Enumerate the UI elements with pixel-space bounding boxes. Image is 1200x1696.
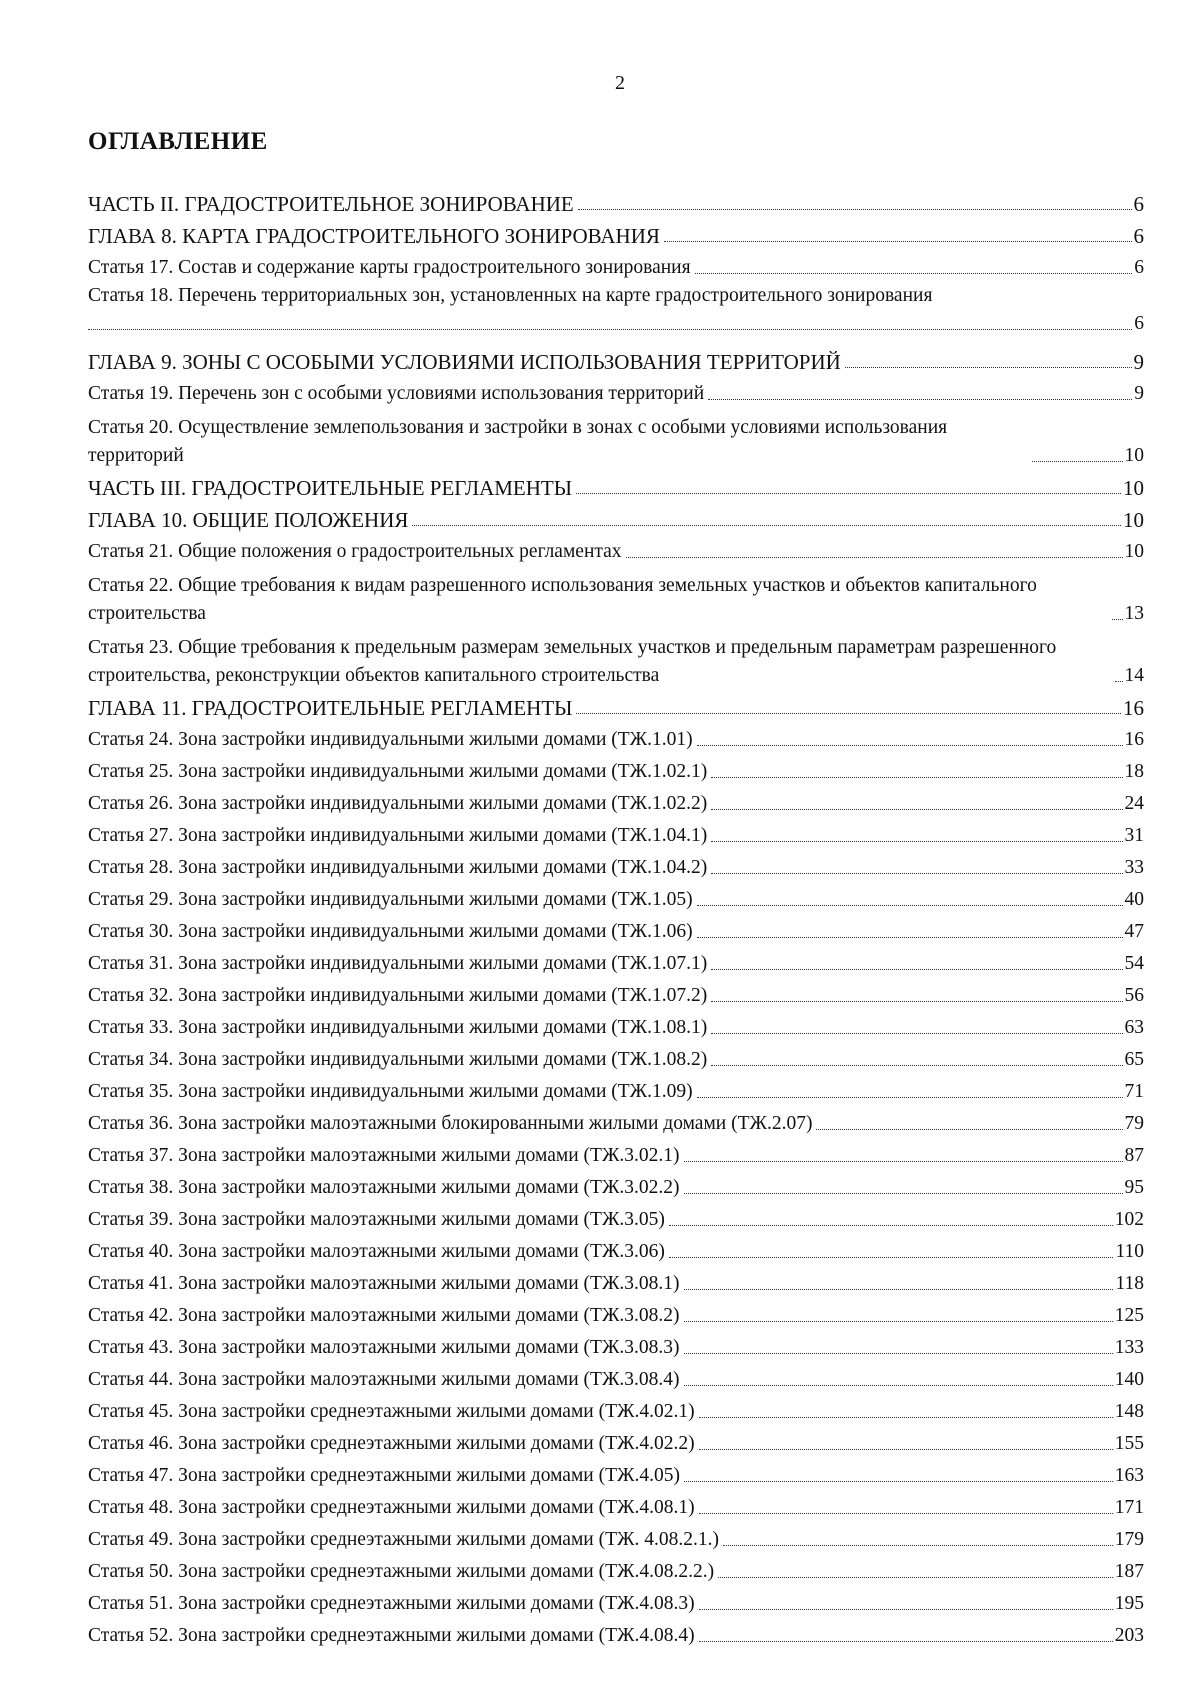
toc-entry-page: 163	[1114, 1465, 1144, 1486]
toc-entry-page: 18	[1124, 761, 1144, 782]
toc-entry[interactable]	[88, 470, 1144, 502]
toc-entry-page: 16	[1123, 696, 1144, 720]
toc-entry-page: 79	[1124, 1113, 1144, 1134]
toc-entry[interactable]	[88, 946, 1144, 978]
toc-entry-text: Статья 37. Зона застройки малоэтажными жилыми домами (ТЖ.3.02.1)	[88, 1145, 680, 1166]
toc-entry[interactable]	[88, 690, 1144, 722]
dot-leader	[711, 841, 1122, 842]
toc-entry-text: Статья 19. Перечень зон с особыми условиями использования территорий	[88, 383, 705, 404]
toc-entry-text: Статья 29. Зона застройки индивидуальными жилыми домами (ТЖ.1.05)	[88, 889, 693, 910]
dot-leader	[669, 1225, 1113, 1226]
toc-entry-text: Статья 35. Зона застройки индивидуальными жилыми домами (ТЖ.1.09)	[88, 1081, 693, 1102]
dot-leader	[684, 1321, 1113, 1322]
toc-entry[interactable]	[88, 534, 1144, 566]
toc-entry-text: Статья 23. Общие требования к предельным размерам земельных участков и предельным параметрам разрешенного строительства, реконструкции объектов капитального строительства	[88, 637, 1057, 686]
toc-entry-text: Статья 46. Зона застройки среднеэтажными жилыми домами (ТЖ.4.02.2)	[88, 1433, 695, 1454]
toc-entry-page: 13	[1124, 603, 1144, 624]
dot-leader	[699, 1449, 1113, 1450]
toc-entry-text: Статья 34. Зона застройки индивидуальными жилыми домами (ТЖ.1.08.2)	[88, 1049, 708, 1070]
toc-entry-text: Статья 20. Осуществление землепользования и застройки в зонах с особыми условиями использования территорий	[88, 417, 948, 466]
toc-entry-text: Статья 38. Зона застройки малоэтажными жилыми домами (ТЖ.3.02.2)	[88, 1177, 680, 1198]
toc-entry[interactable]	[88, 1330, 1144, 1362]
toc-entry-page: 187	[1114, 1561, 1144, 1582]
toc-entry-text: Статья 32. Зона застройки индивидуальными жилыми домами (ТЖ.1.07.2)	[88, 985, 708, 1006]
toc-entry-text: Статья 51. Зона застройки среднеэтажными жилыми домами (ТЖ.4.08.3)	[88, 1593, 695, 1614]
toc-entry[interactable]	[88, 1618, 1144, 1650]
toc-entry-page: 63	[1124, 1017, 1144, 1038]
toc-entry-text: Статья 42. Зона застройки малоэтажными жилыми домами (ТЖ.3.08.2)	[88, 1305, 680, 1326]
toc-title: ОГЛАВЛЕНИЕ	[88, 128, 268, 155]
dot-leader	[1032, 461, 1123, 462]
toc-entry[interactable]	[88, 786, 1144, 818]
toc-entry-page: 148	[1114, 1401, 1144, 1422]
dot-leader	[1112, 619, 1123, 620]
dot-leader	[816, 1129, 1122, 1130]
toc-entry[interactable]	[88, 1458, 1144, 1490]
toc-entry-page: 125	[1114, 1305, 1144, 1326]
toc-entry-page: 10	[1123, 476, 1144, 500]
toc-entry[interactable]	[88, 1394, 1144, 1426]
dot-leader	[626, 557, 1123, 558]
dot-leader	[699, 1417, 1113, 1418]
toc-entry-text: ГЛАВА 9. ЗОНЫ С ОСОБЫМИ УСЛОВИЯМИ ИСПОЛЬЗОВАНИЯ ТЕРРИТОРИЙ	[88, 350, 841, 374]
toc-entry-page: 155	[1114, 1433, 1144, 1454]
toc-entry[interactable]	[88, 1138, 1144, 1170]
dot-leader	[88, 329, 1132, 330]
dot-leader	[708, 399, 1132, 400]
toc-entry[interactable]	[88, 1074, 1144, 1106]
table-of-contents	[88, 186, 1144, 1650]
toc-entry-text: Статья 40. Зона застройки малоэтажными жилыми домами (ТЖ.3.06)	[88, 1241, 665, 1262]
toc-entry[interactable]	[88, 1554, 1144, 1586]
toc-entry-text: Статья 24. Зона застройки индивидуальными жилыми домами (ТЖ.1.01)	[88, 729, 693, 750]
toc-entry[interactable]	[88, 754, 1144, 786]
toc-entry-page: 171	[1114, 1497, 1144, 1518]
toc-entry-page: 56	[1124, 985, 1144, 1006]
toc-entry-page: 47	[1124, 921, 1144, 942]
dot-leader	[723, 1545, 1113, 1546]
dot-leader	[669, 1257, 1114, 1258]
dot-leader	[711, 969, 1122, 970]
toc-entry-page: 31	[1124, 825, 1144, 846]
toc-entry-page: 40	[1124, 889, 1144, 910]
toc-entry-page: 9	[1134, 383, 1144, 404]
dot-leader	[718, 1577, 1113, 1578]
dot-leader	[711, 809, 1122, 810]
toc-entry-page: 102	[1114, 1209, 1144, 1230]
toc-entry-page: 10	[1123, 508, 1144, 532]
toc-entry-text: Статья 33. Зона застройки индивидуальными жилыми домами (ТЖ.1.08.1)	[88, 1017, 708, 1038]
dot-leader	[412, 525, 1121, 526]
toc-entry-text: Статья 22. Общие требования к видам разрешенного использования земельных участков и объектов капитального строительства	[88, 575, 1037, 624]
toc-entry[interactable]	[88, 218, 1144, 250]
toc-entry-text: Статья 41. Зона застройки малоэтажными жилыми домами (ТЖ.3.08.1)	[88, 1273, 680, 1294]
toc-entry[interactable]	[88, 1490, 1144, 1522]
toc-entry[interactable]	[88, 1042, 1144, 1074]
dot-leader	[664, 241, 1132, 242]
toc-entry[interactable]	[88, 1234, 1144, 1266]
toc-entry-page: 10	[1124, 445, 1144, 466]
dot-leader	[1115, 681, 1123, 682]
toc-entry-page: 195	[1114, 1593, 1144, 1614]
toc-entry-text: Статья 31. Зона застройки индивидуальными жилыми домами (ТЖ.1.07.1)	[88, 953, 708, 974]
dot-leader	[711, 873, 1122, 874]
dot-leader	[684, 1289, 1114, 1290]
toc-entry-text: ГЛАВА 10. ОБЩИЕ ПОЛОЖЕНИЯ	[88, 508, 409, 532]
toc-entry-page: 33	[1124, 857, 1144, 878]
dot-leader	[695, 273, 1133, 274]
dot-leader	[684, 1481, 1113, 1482]
toc-entry[interactable]	[88, 1586, 1144, 1618]
dot-leader	[684, 1193, 1123, 1194]
toc-entry[interactable]	[88, 850, 1144, 882]
toc-entry-page: 203	[1114, 1625, 1144, 1646]
toc-entry-text: Статья 21. Общие положения о градостроительных регламентах	[88, 541, 622, 562]
toc-entry[interactable]	[88, 376, 1144, 408]
toc-entry-page: 140	[1114, 1369, 1144, 1390]
toc-entry-text: Статья 47. Зона застройки среднеэтажными жилыми домами (ТЖ.4.05)	[88, 1465, 680, 1486]
toc-entry[interactable]	[88, 1362, 1144, 1394]
toc-entry-text: Статья 30. Зона застройки индивидуальными жилыми домами (ТЖ.1.06)	[88, 921, 693, 942]
toc-entry-text: Статья 18. Перечень территориальных зон, установленных на карте градостроительного зонирования	[88, 285, 933, 306]
toc-entry[interactable]	[88, 722, 1144, 754]
toc-entry-text: Статья 39. Зона застройки малоэтажными жилыми домами (ТЖ.3.05)	[88, 1209, 665, 1230]
toc-entry[interactable]	[88, 282, 1144, 344]
dot-leader	[711, 1033, 1122, 1034]
dot-leader	[684, 1385, 1113, 1386]
toc-entry-text: Статья 43. Зона застройки малоэтажными жилыми домами (ТЖ.3.08.3)	[88, 1337, 680, 1358]
toc-entry[interactable]	[88, 344, 1144, 376]
dot-leader	[699, 1641, 1113, 1642]
toc-entry[interactable]	[88, 1266, 1144, 1298]
toc-entry-page: 6	[1133, 192, 1144, 216]
toc-entry-page: 95	[1124, 1177, 1144, 1198]
toc-entry-page: 6	[1133, 224, 1144, 248]
toc-entry-page: 87	[1124, 1145, 1144, 1166]
toc-entry-text: Статья 44. Зона застройки малоэтажными жилыми домами (ТЖ.3.08.4)	[88, 1369, 680, 1390]
toc-entry[interactable]	[88, 914, 1144, 946]
toc-entry-page: 179	[1114, 1529, 1144, 1550]
toc-entry[interactable]	[88, 1010, 1144, 1042]
toc-entry-text: ЧАСТЬ III. ГРАДОСТРОИТЕЛЬНЫЕ РЕГЛАМЕНТЫ	[88, 476, 573, 500]
dot-leader	[711, 777, 1122, 778]
toc-entry-page: 9	[1133, 350, 1144, 374]
toc-entry[interactable]	[88, 566, 1144, 628]
toc-entry[interactable]	[88, 186, 1144, 218]
dot-leader	[711, 1065, 1122, 1066]
toc-entry-text: Статья 36. Зона застройки малоэтажными блокированными жилыми домами (ТЖ.2.07)	[88, 1113, 813, 1134]
toc-entry[interactable]	[88, 502, 1144, 534]
dot-leader	[845, 367, 1132, 368]
toc-entry[interactable]	[88, 1170, 1144, 1202]
toc-entry[interactable]	[88, 408, 1144, 470]
toc-entry[interactable]	[88, 1426, 1144, 1458]
toc-entry-page: 110	[1115, 1241, 1144, 1262]
toc-entry-page: 118	[1115, 1273, 1144, 1294]
toc-entry-text: Статья 28. Зона застройки индивидуальными жилыми домами (ТЖ.1.04.2)	[88, 857, 708, 878]
dot-leader	[697, 937, 1123, 938]
toc-entry-text: Статья 25. Зона застройки индивидуальными жилыми домами (ТЖ.1.02.1)	[88, 761, 708, 782]
dot-leader	[697, 1097, 1123, 1098]
toc-entry-page: 6	[1134, 313, 1144, 334]
toc-entry[interactable]	[88, 882, 1144, 914]
toc-entry[interactable]	[88, 1298, 1144, 1330]
toc-entry-page: 71	[1124, 1081, 1144, 1102]
dot-leader	[684, 1353, 1113, 1354]
toc-entry-text: ЧАСТЬ II. ГРАДОСТРОИТЕЛЬНОЕ ЗОНИРОВАНИЕ	[88, 192, 574, 216]
dot-leader	[711, 1001, 1122, 1002]
page-number: 2	[615, 72, 625, 94]
toc-entry-text: Статья 48. Зона застройки среднеэтажными жилыми домами (ТЖ.4.08.1)	[88, 1497, 695, 1518]
toc-entry-text: ГЛАВА 11. ГРАДОСТРОИТЕЛЬНЫЕ РЕГЛАМЕНТЫ	[88, 696, 573, 720]
toc-entry-text: Статья 50. Зона застройки среднеэтажными жилыми домами (ТЖ.4.08.2.2.)	[88, 1561, 715, 1582]
toc-entry-text: Статья 45. Зона застройки среднеэтажными жилыми домами (ТЖ.4.02.1)	[88, 1401, 695, 1422]
toc-entry-page: 133	[1114, 1337, 1144, 1358]
toc-entry[interactable]	[88, 978, 1144, 1010]
toc-entry-page: 10	[1124, 541, 1144, 562]
dot-leader	[699, 1609, 1113, 1610]
dot-leader	[576, 713, 1121, 714]
toc-entry-page: 65	[1124, 1049, 1144, 1070]
dot-leader	[697, 745, 1123, 746]
toc-entry[interactable]	[88, 1106, 1144, 1138]
toc-entry-text: Статья 52. Зона застройки среднеэтажными жилыми домами (ТЖ.4.08.4)	[88, 1625, 695, 1646]
toc-entry-page: 14	[1124, 665, 1144, 686]
dot-leader	[699, 1513, 1113, 1514]
toc-entry-text: Статья 17. Состав и содержание карты градостроительного зонирования	[88, 257, 691, 278]
toc-entry-text: Статья 49. Зона застройки среднеэтажными жилыми домами (ТЖ. 4.08.2.1.)	[88, 1529, 719, 1550]
toc-entry-page: 24	[1124, 793, 1144, 814]
toc-entry-text: Статья 26. Зона застройки индивидуальными жилыми домами (ТЖ.1.02.2)	[88, 793, 708, 814]
toc-entry[interactable]	[88, 1202, 1144, 1234]
toc-entry-page: 16	[1124, 729, 1144, 750]
dot-leader	[578, 209, 1132, 210]
dot-leader	[576, 493, 1121, 494]
dot-leader	[697, 905, 1123, 906]
toc-entry[interactable]	[88, 250, 1144, 282]
toc-entry[interactable]	[88, 818, 1144, 850]
toc-entry[interactable]	[88, 628, 1144, 690]
dot-leader	[684, 1161, 1123, 1162]
toc-entry-text: ГЛАВА 8. КАРТА ГРАДОСТРОИТЕЛЬНОГО ЗОНИРОВАНИЯ	[88, 224, 660, 248]
toc-entry-text: Статья 27. Зона застройки индивидуальными жилыми домами (ТЖ.1.04.1)	[88, 825, 708, 846]
toc-entry[interactable]	[88, 1522, 1144, 1554]
toc-entry-page: 54	[1124, 953, 1144, 974]
toc-entry-page: 6	[1134, 257, 1144, 278]
